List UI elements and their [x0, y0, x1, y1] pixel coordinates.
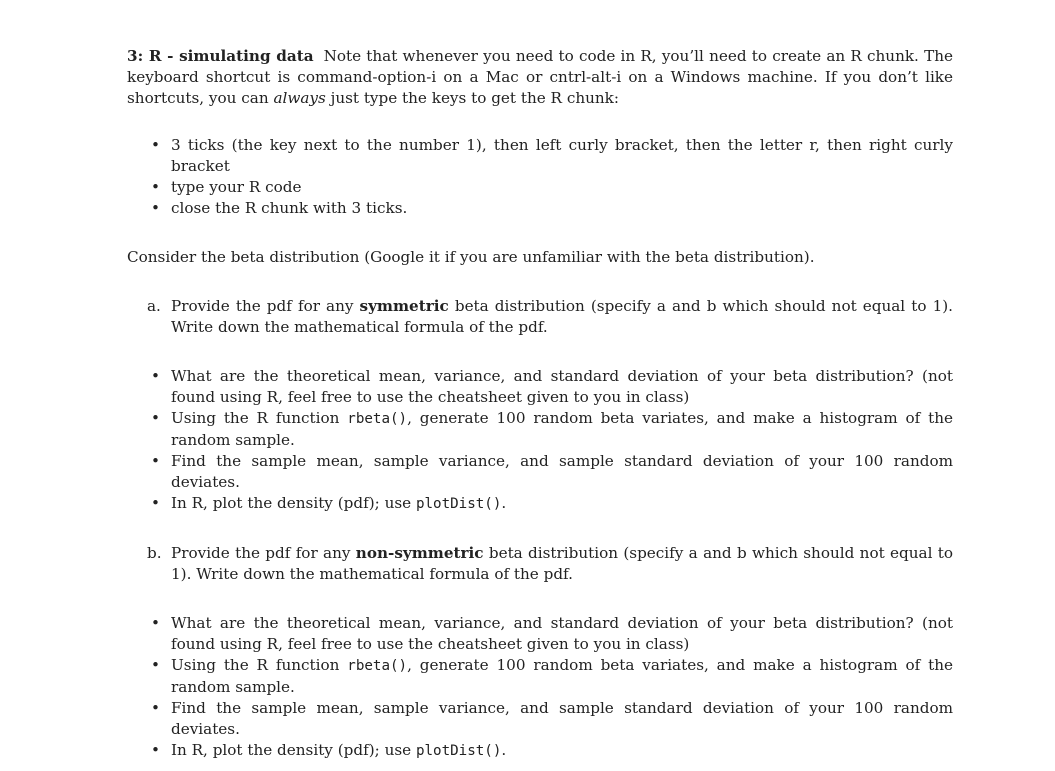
- plotdist-code: plotDist(): [415, 743, 502, 759]
- part-b-text-1: Provide the pdf for any: [171, 544, 356, 562]
- section-heading: 3: R - simulating data: [127, 47, 314, 65]
- part-a-b2-pre: Using the R function: [171, 409, 348, 427]
- plotdist-code: plotDist(): [415, 496, 502, 512]
- part-a-bold: symmetric: [359, 297, 449, 315]
- part-a-prompt: [127, 296, 953, 338]
- list-item: • What are the theoretical mean, variance, and standard deviation of your beta distribution? (not found using R, feel free to use the cheatsheet given to you in class): [171, 613, 953, 655]
- part-a-b4-post: .: [501, 494, 507, 512]
- part-a-b2-post: , generate 100 random beta variates, and make a histogram of the random sample.: [171, 409, 953, 449]
- intro-text-1: Note that whenever you need to code in R, you’ll need to create an R chunk. The keyboard shortcut is command-option-i on a Mac or cntrl-alt-i on a Windows machine. If you don’t like shortcuts, you can: [127, 47, 953, 107]
- part-b-tasks: [127, 613, 953, 762]
- part-a-tasks: [127, 366, 953, 515]
- list-item: • What are the theoretical mean, variance, and standard deviation of your beta distribution? (not found using R, feel free to use the cheatsheet given to you in class): [171, 366, 953, 408]
- part-b-b4-pre: In R, plot the density (pdf); use: [171, 741, 416, 759]
- rbeta-code: rbeta(): [347, 658, 408, 674]
- document-content: [127, 46, 953, 762]
- part-b-bold: non-symmetric: [355, 544, 484, 562]
- list-item: [171, 493, 953, 515]
- part-b-label: b.: [147, 544, 162, 562]
- chunk-steps-list: [127, 135, 953, 219]
- consider-paragraph: Consider the beta distribution (Google it if you are unfamiliar with the beta distribution).: [127, 248, 815, 266]
- part-b-prompt: [127, 543, 953, 585]
- intro-emphasis: always: [273, 89, 326, 107]
- list-item: [171, 655, 953, 698]
- part-b-text-2: beta distribution (specify a and b which should not equal to 1). Write down the mathematical formula of the pdf.: [171, 544, 953, 583]
- list-item: • 3 ticks (the key next to the number 1), then left curly bracket, then the letter r, then right curly bracket: [171, 135, 953, 177]
- part-a-label: a.: [147, 297, 161, 315]
- list-item: • Find the sample mean, sample variance, and sample standard deviation of your 100 random deviates.: [171, 698, 953, 740]
- part-a-text-1: Provide the pdf for any: [171, 297, 360, 315]
- part-b-b4-post: .: [501, 741, 507, 759]
- list-item: • type your R code: [171, 177, 953, 198]
- list-item: • Find the sample mean, sample variance, and sample standard deviation of your 100 random deviates.: [171, 451, 953, 493]
- rbeta-code: rbeta(): [347, 411, 408, 427]
- part-b-b2-post: , generate 100 random beta variates, and make a histogram of the random sample.: [171, 656, 953, 696]
- intro-text-2: just type the keys to get the R chunk:: [325, 89, 619, 107]
- list-item: [171, 408, 953, 451]
- list-item: [171, 740, 953, 762]
- part-b-b2-pre: Using the R function: [171, 656, 348, 674]
- list-item: • close the R chunk with 3 ticks.: [171, 198, 953, 219]
- part-a-text-2: beta distribution (specify a and b which should not equal to 1). Write down the mathematical formula of the pdf.: [171, 297, 953, 336]
- part-a-b4-pre: In R, plot the density (pdf); use: [171, 494, 416, 512]
- intro-paragraph: [127, 46, 953, 109]
